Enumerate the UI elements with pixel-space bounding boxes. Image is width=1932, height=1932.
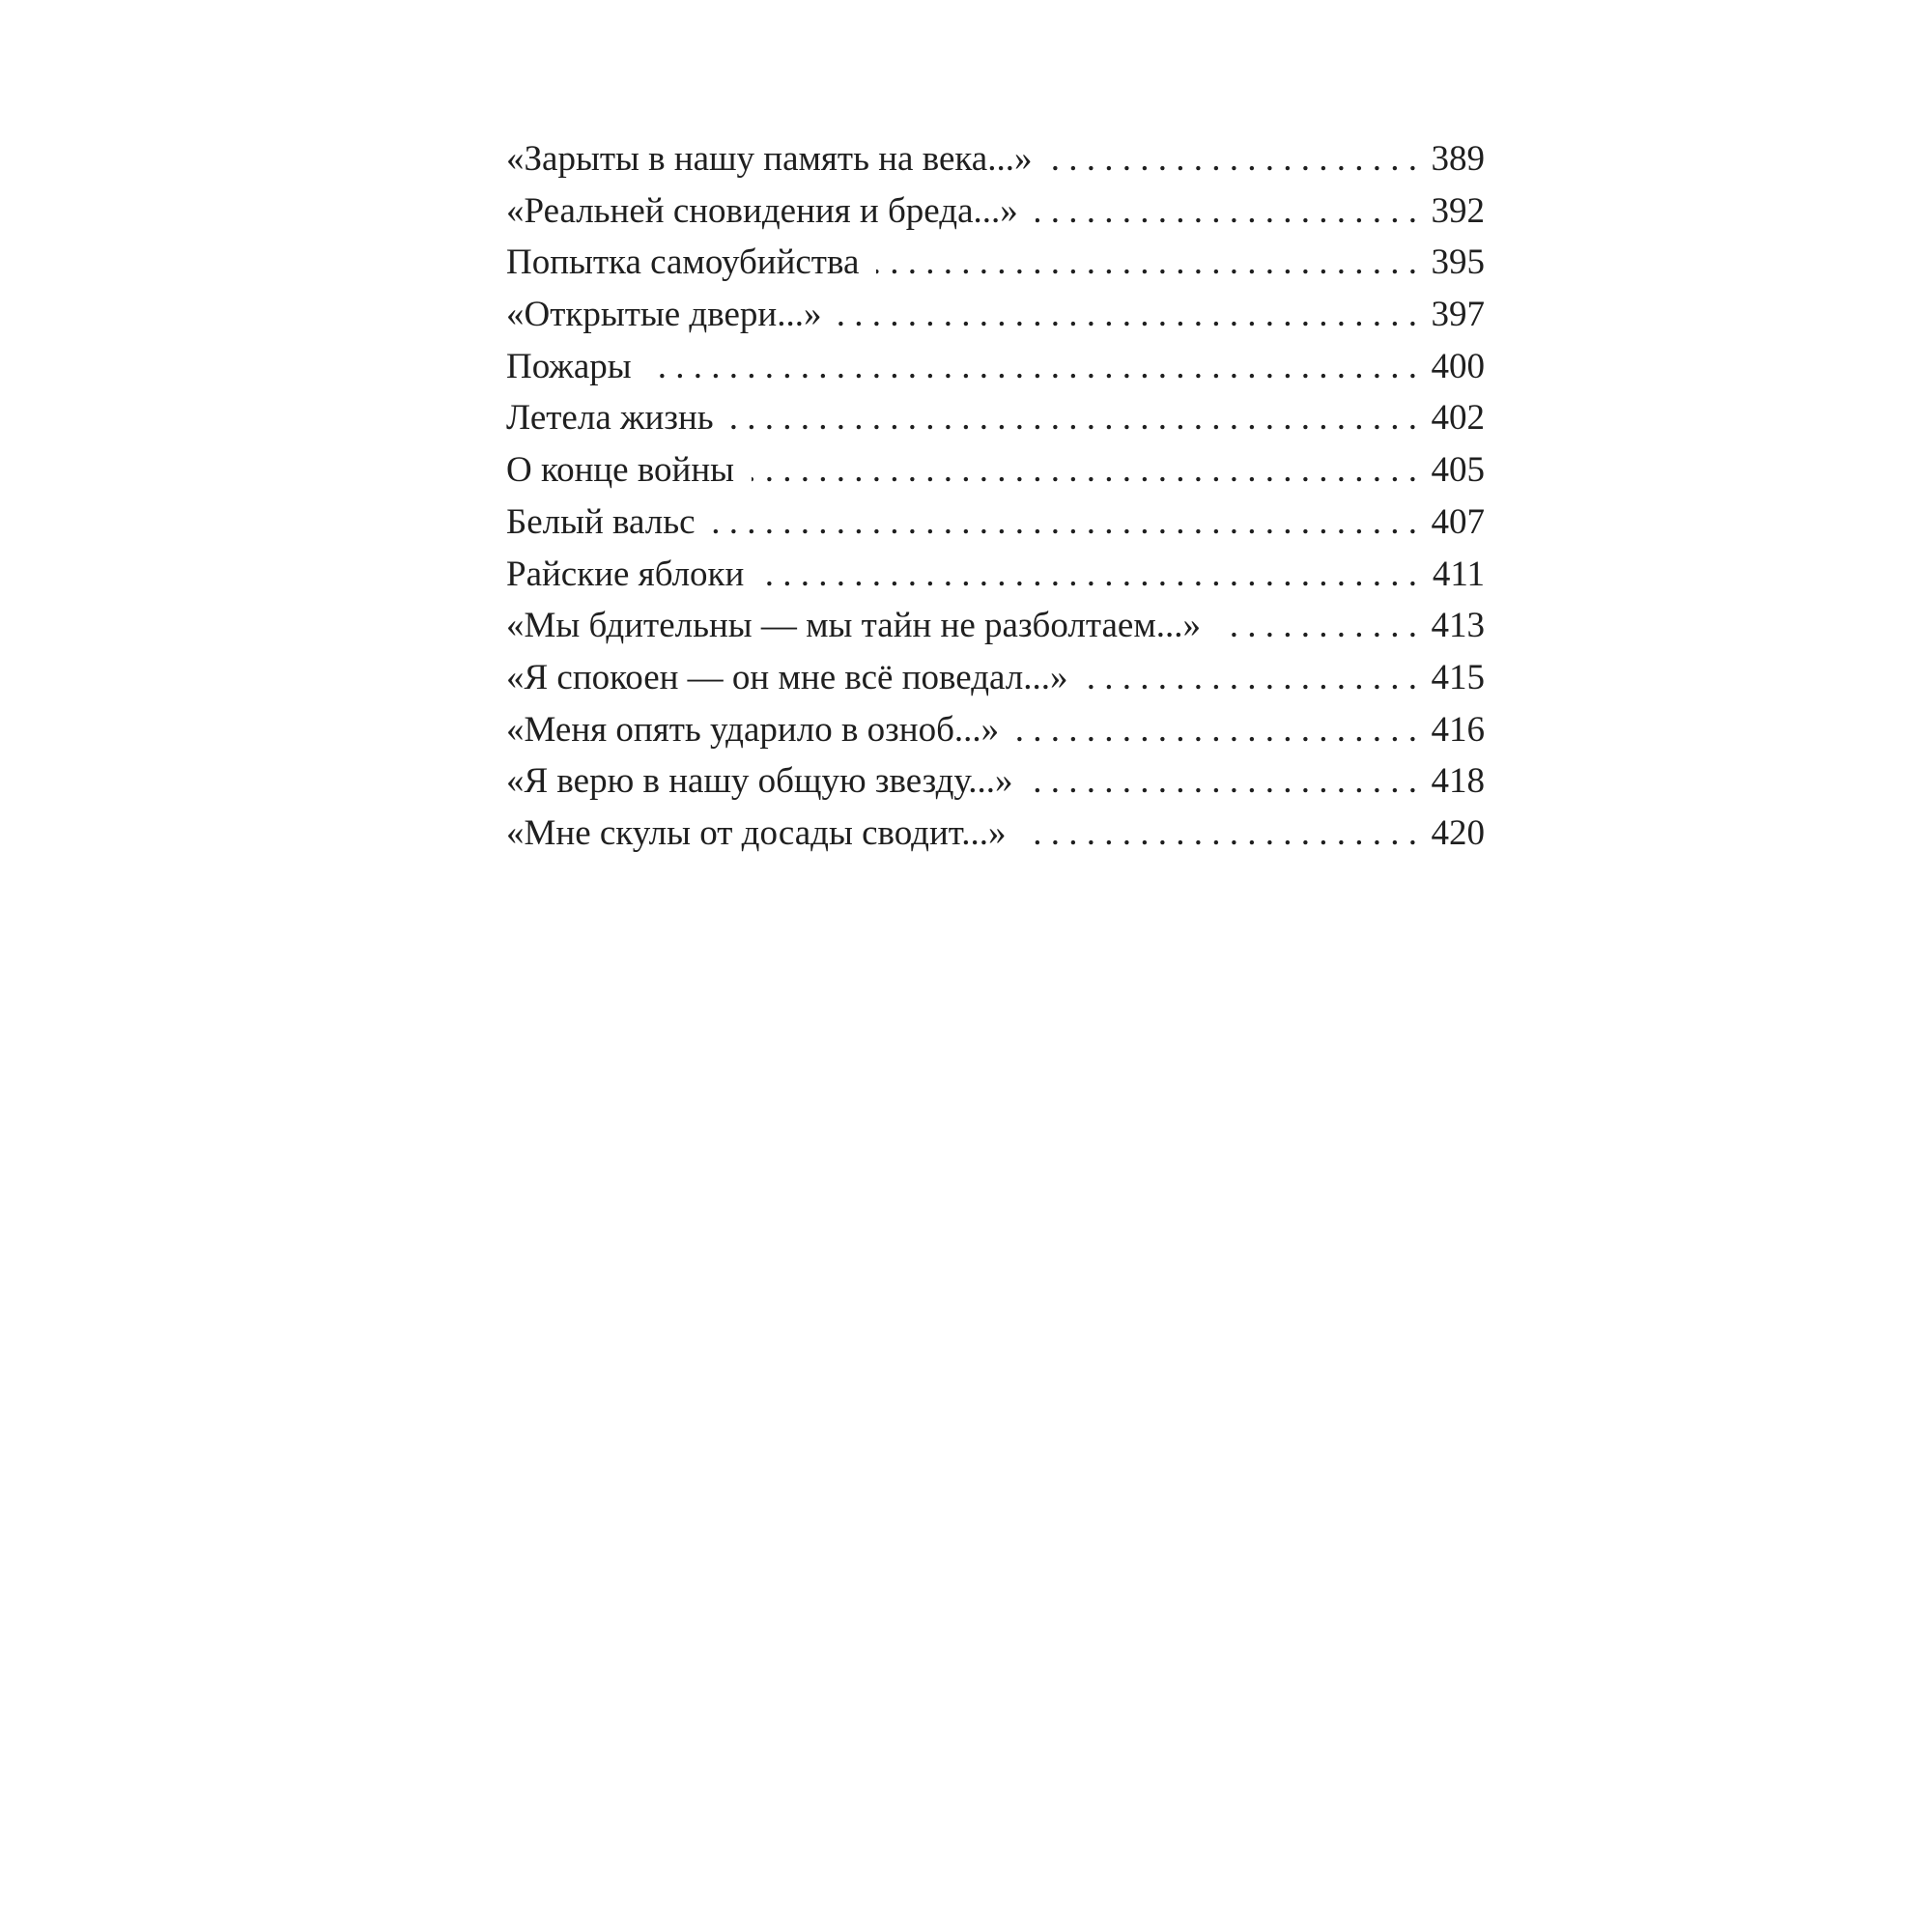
toc-dot-leader — [1023, 808, 1421, 860]
toc-entry — [506, 600, 1485, 652]
toc-entry — [506, 185, 1485, 238]
toc-entry-title: «Я спокоен — он мне всё поведал...» — [506, 657, 1068, 697]
toc-entry-title: «Меня опять ударило в озноб...» — [506, 709, 1000, 750]
toc-entry-title: Райские яблоки — [506, 554, 745, 594]
toc-entry-title: «Я верю в нашу общую звезду...» — [506, 761, 1013, 802]
toc-entry-page: 392 — [1431, 190, 1485, 231]
toc-dot-leader — [1049, 133, 1421, 185]
toc-entry-page: 397 — [1431, 295, 1485, 335]
toc-dot-leader — [731, 392, 1421, 444]
toc-dot-leader — [1036, 185, 1421, 238]
toc-dot-leader — [752, 444, 1421, 497]
toc-entry-title: Летела жизнь — [506, 398, 714, 439]
toc-dot-leader — [1218, 600, 1421, 652]
toc-entry — [506, 808, 1485, 860]
table-of-contents — [506, 133, 1485, 860]
toc-entry-page: 389 — [1431, 139, 1485, 179]
toc-entry-title: «Открытые двери...» — [506, 295, 822, 335]
toc-entry-page: 413 — [1431, 606, 1485, 646]
toc-entry-page: 420 — [1431, 812, 1485, 853]
toc-entry — [506, 444, 1485, 497]
toc-entry-page: 395 — [1431, 242, 1485, 283]
toc-entry-title: «Мы бдительны — мы тайн не разболтаем...» — [506, 606, 1201, 646]
toc-entry — [506, 289, 1485, 341]
toc-entry-title: «Зарыты в нашу память на века...» — [506, 139, 1033, 179]
toc-entry-page: 402 — [1431, 398, 1485, 439]
toc-entry-page: 405 — [1431, 450, 1485, 491]
toc-dot-leader — [1016, 704, 1421, 756]
toc-entry-title: Пожары — [506, 346, 632, 386]
toc-entry-page: 416 — [1431, 709, 1485, 750]
toc-entry — [506, 497, 1485, 549]
toc-dot-leader — [761, 549, 1421, 601]
toc-entry-title: «Реальней сновидения и бреда...» — [506, 190, 1018, 231]
toc-dot-leader — [1030, 755, 1421, 808]
toc-entry-title: О конце войны — [506, 450, 735, 491]
toc-dot-leader — [876, 237, 1421, 289]
toc-entry — [506, 341, 1485, 393]
toc-dot-leader — [713, 497, 1421, 549]
toc-entry-title: «Мне скулы от досады сводит...» — [506, 812, 1007, 853]
toc-dot-leader — [1086, 652, 1422, 704]
toc-entry — [506, 549, 1485, 601]
toc-entry-page: 400 — [1431, 346, 1485, 386]
toc-entry — [506, 652, 1485, 704]
toc-dot-leader — [838, 289, 1421, 341]
toc-entry-page: 415 — [1431, 657, 1485, 697]
toc-entry — [506, 133, 1485, 185]
toc-entry-page: 411 — [1432, 554, 1485, 594]
toc-entry — [506, 237, 1485, 289]
toc-entry-title: Белый вальс — [506, 501, 696, 542]
toc-entry — [506, 755, 1485, 808]
toc-entry-title: Попытка самоубийства — [506, 242, 860, 283]
toc-entry-page: 418 — [1431, 761, 1485, 802]
toc-entry — [506, 392, 1485, 444]
toc-entry-page: 407 — [1431, 501, 1485, 542]
toc-entry — [506, 704, 1485, 756]
toc-dot-leader — [649, 341, 1421, 393]
